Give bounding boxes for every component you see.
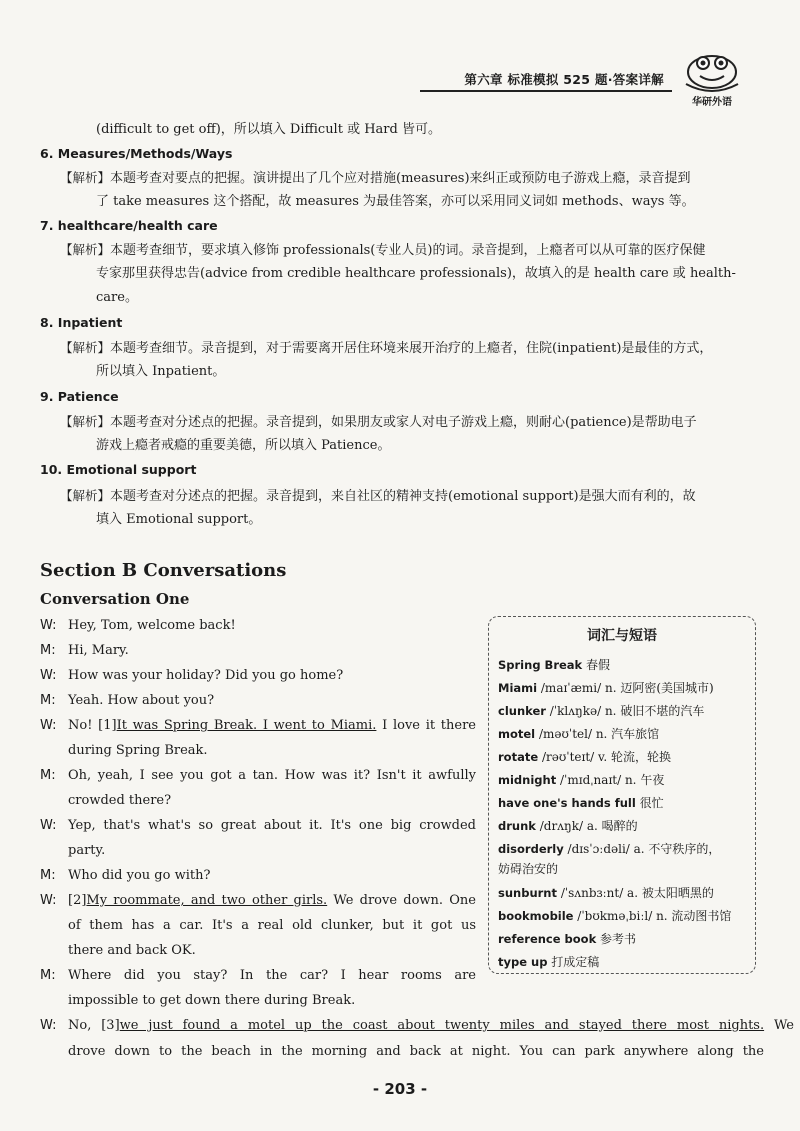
- answer-10-line-2: 填入 Emotional support。: [96, 512, 262, 527]
- speaker-label: W:: [40, 893, 57, 908]
- speaker-label: W:: [40, 618, 57, 633]
- dialogue-line: No, [3]we just found a motel up the coast about twenty miles and stayed there most nights. We: [68, 1018, 794, 1033]
- vocab-item: clunker /ˈklʌŋkə/ n. 破旧不堪的汽车: [498, 704, 705, 718]
- dialogue-line: Yeah. How about you?: [68, 693, 215, 708]
- vocab-item: motel /məʊˈtel/ n. 汽车旅馆: [498, 727, 660, 741]
- page-number: - 203 -: [372, 1080, 428, 1098]
- vocab-item: reference book 参考书: [498, 932, 637, 946]
- answer-9-line-1: 【解析】本题考查对分述点的把握。录音提到，如果朋友或家人对电子游戏上瘾，则耐心(patience)是帮助电子: [60, 414, 697, 430]
- answer-8-heading: 8. Inpatient: [40, 315, 123, 330]
- dialogue-line: impossible to get down there during Break.: [68, 993, 356, 1008]
- dialogue-line: Yep, that's what's so great about it. It's one big crowded: [68, 818, 476, 833]
- vocab-item: midnight /ˈmɪdˌnaɪt/ n. 午夜: [498, 773, 665, 787]
- speaker-label: W:: [40, 818, 57, 833]
- dialogue-line: drove down to the beach in the morning and back at night. You can park anywhere along the: [68, 1044, 764, 1059]
- dialogue-line: party.: [68, 843, 106, 858]
- vocab-item: have one's hands full 很忙: [498, 796, 664, 810]
- answer-9-line-2: 游戏上瘾者戒瘾的重要美德，所以填入 Patience。: [96, 438, 391, 453]
- answer-10-line-1: 【解析】本题考查对分述点的把握。录音提到，来自社区的精神支持(emotional support)是强大而有利的，故: [60, 488, 696, 504]
- vocab-item: drunk /drʌŋk/ a. 喝醉的: [498, 819, 638, 833]
- vocab-item: Spring Break 春假: [498, 658, 611, 672]
- dialogue-line: How was your holiday? Did you go home?: [68, 668, 344, 683]
- dialogue-line: of them has a car. It's a real old clunker, but it got us: [68, 918, 476, 933]
- logo-text: 华研外语: [692, 97, 732, 108]
- answer-7-line-1: 【解析】本题考查细节，要求填入修饰 professionals(专业人员)的词。录音提到，上瘾者可以从可靠的医疗保健: [60, 242, 706, 258]
- page-header: [420, 58, 750, 108]
- answer-10-heading: 10. Emotional support: [40, 462, 197, 477]
- dialogue-line: Hey, Tom, welcome back!: [68, 618, 236, 633]
- answer-7-line-2: 专家那里获得忠告(advice from credible healthcare professionals)，故填入的是 health care 或 health-: [96, 266, 736, 281]
- vocab-item: disorderly /dɪsˈɔːdəli/ a. 不守秩序的，: [498, 842, 721, 856]
- speaker-label: M:: [40, 968, 56, 983]
- speaker-label: M:: [40, 643, 56, 658]
- answer-7-line-3: care。: [96, 290, 138, 305]
- dialogue-line: Hi, Mary.: [68, 643, 129, 658]
- dialogue-line: Who did you go with?: [68, 868, 211, 883]
- answer-8-line-2: 所以填入 Inpatient。: [96, 364, 226, 379]
- answer-8-line-1: 【解析】本题考查细节。录音提到，对于需要离开居住环境来展开治疗的上瘾者，住院(inpatient)是最佳的方式，: [60, 340, 713, 356]
- vocab-item: 妨碍治安的: [498, 862, 559, 876]
- answer-7-heading: 7. healthcare/health care: [40, 218, 218, 233]
- answer-6-heading: 6. Measures/Methods/Ways: [40, 146, 233, 161]
- speaker-label: M:: [40, 768, 56, 783]
- vocab-title: 词汇与短语: [587, 628, 657, 644]
- speaker-label: M:: [40, 868, 56, 883]
- dialogue-line: No! [1]It was Spring Break. I went to Miami. I love it there: [68, 718, 476, 733]
- answer-9-heading: 9. Patience: [40, 389, 119, 404]
- section-title: Section B Conversations: [40, 560, 287, 581]
- speaker-label: W:: [40, 1018, 57, 1033]
- vocab-item: sunburnt /ˈsʌnbɜːnt/ a. 被太阳晒黑的: [498, 886, 714, 900]
- vocab-item: Miami /maɪˈæmi/ n. 迈阿密(美国城市): [498, 681, 714, 695]
- answer-5-continuation: (difficult to get off)，所以填入 Difficult 或 Hard 皆可。: [96, 122, 441, 137]
- dialogue-line: Oh, yeah, I see you got a tan. How was it? Isn't it awfully: [68, 768, 476, 783]
- answer-6-line-2: 了 take measures 这个搭配，故 measures 为最佳答案，亦可以采用同义词如 methods、ways 等。: [96, 194, 695, 209]
- answer-underline: It was Spring Break. I went to Miami.: [116, 718, 377, 733]
- dialogue-line: there and back OK.: [68, 943, 196, 958]
- vocab-item: bookmobile /ˈbʊkməˌbiːl/ n. 流动图书馆: [498, 909, 732, 923]
- answer-underline: My roommate, and two other girls.: [86, 893, 328, 908]
- vocab-item: rotate /rəʊˈteɪt/ v. 轮流，轮换: [498, 750, 672, 764]
- dialogue-line: Where did you stay? In the car? I hear rooms are: [68, 968, 476, 983]
- vocab-item: type up 打成定稿: [498, 955, 600, 969]
- conversation-title: Conversation One: [40, 590, 190, 608]
- answer-6-line-1: 【解析】本题考查对要点的把握。演讲提出了几个应对措施(measures)来纠正或预防电子游戏上瘾，录音提到: [60, 170, 691, 186]
- header-rule: [420, 90, 672, 92]
- answer-underline: we just found a motel up the coast about twenty miles and stayed there most nights.: [119, 1018, 765, 1033]
- vocab-box: [488, 616, 756, 974]
- speaker-label: W:: [40, 718, 57, 733]
- dialogue-line: crowded there?: [68, 793, 172, 808]
- speaker-label: M:: [40, 693, 56, 708]
- chapter-title: 第六章 标准模拟 525 题·答案详解: [464, 72, 664, 87]
- dialogue-line: [2]My roommate, and two other girls. We drove down. One: [68, 893, 476, 908]
- speaker-label: W:: [40, 668, 57, 683]
- dialogue-line: during Spring Break.: [68, 743, 208, 758]
